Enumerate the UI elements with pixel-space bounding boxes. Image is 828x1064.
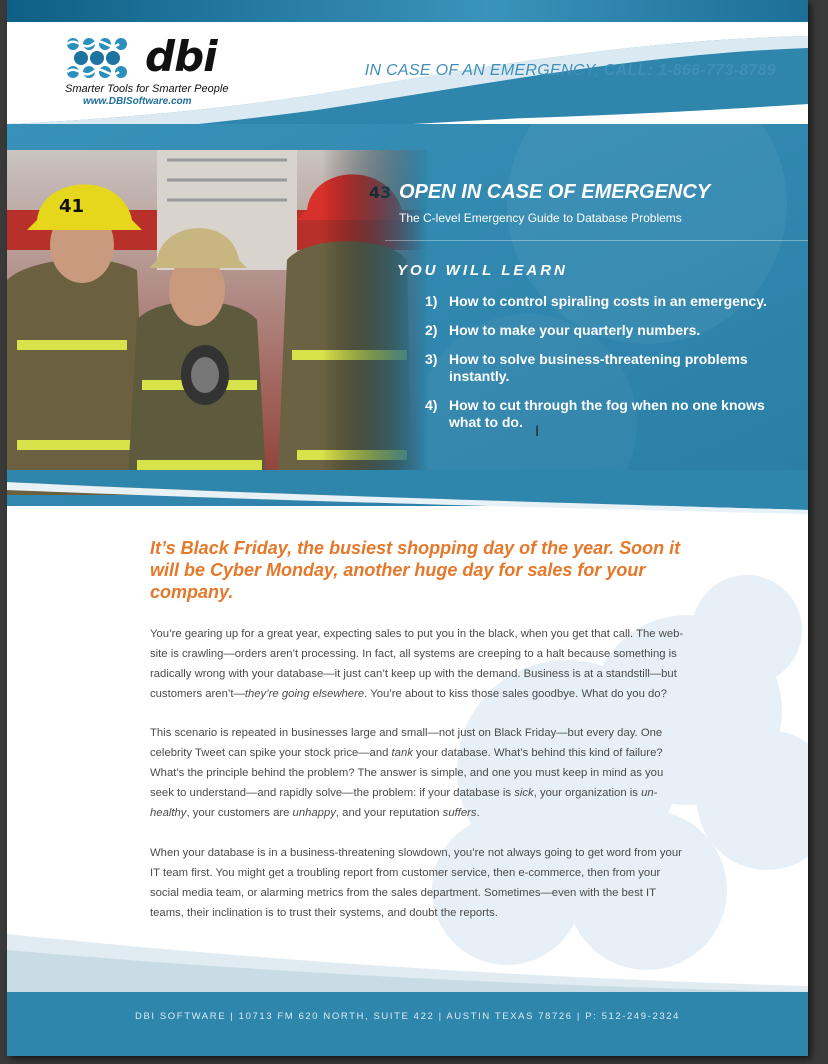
emergency-call-number[interactable]: CALL: 1-866-773-8789: [603, 62, 776, 79]
learn-item: [425, 351, 785, 385]
text-cursor-icon: I: [535, 424, 540, 440]
learn-item-text: How to control spiraling costs in an emergency.: [449, 293, 767, 309]
website-link[interactable]: www.DBISoftware.com: [83, 96, 192, 107]
footer-swoosh: [7, 920, 808, 1000]
para-emphasis: they’re going elsewhere: [244, 688, 365, 700]
learn-item-number: 1): [425, 293, 438, 309]
para-emphasis: tank: [391, 747, 413, 759]
learn-item-text: How to solve business-threatening problems instantly.: [449, 351, 748, 384]
learn-list: [425, 293, 785, 443]
emergency-prefix: IN CASE OF AN EMERGENCY,: [364, 62, 604, 79]
logo-dots-icon: [63, 36, 143, 82]
body-paragraph-2: [150, 723, 690, 823]
para-text: This scenario is repeated in businesses large and small—not just on Black Friday—but every day. One celebrity Tweet can spike your stock price—and: [150, 727, 663, 759]
emergency-phone-line: [365, 62, 776, 80]
para-text: . You’re about to kiss those sales goodbye. What do you do?: [364, 688, 667, 700]
para-emphasis: unhappy: [292, 807, 336, 819]
learn-item-number: 3): [425, 351, 438, 367]
learn-item-text: How to make your quarterly numbers.: [449, 322, 701, 338]
learn-heading: YOU WILL LEARN: [397, 262, 568, 279]
learn-item: [425, 397, 785, 431]
para-emphasis: suffers: [442, 807, 477, 819]
para-emphasis: un-healthy: [150, 787, 658, 819]
para-text: .: [476, 807, 480, 819]
para-text: , your customers are: [186, 807, 293, 819]
document-page: [7, 0, 808, 1056]
firefighters-photo: [7, 150, 427, 495]
footer-bar: [7, 992, 808, 1056]
hero-subtitle: The C-level Emergency Guide to Database Problems: [399, 211, 682, 225]
learn-item: [425, 322, 785, 339]
para-text: , your organization is: [533, 787, 642, 799]
para-text: your database. What’s behind this kind of failure? What’s the principle behind the problem? The answer is simple, and one you must keep in mind as you seek to understand—and rapidly solve—the problem: if your database is: [150, 747, 664, 799]
footer-address: DBI SOFTWARE | 10713 FM 620 NORTH, SUITE 422 | AUSTIN TEXAS 78726 | P: 512-249-2324: [134, 1011, 680, 1022]
logo-wordmark: dbi: [145, 32, 217, 81]
body-paragraph-1: [150, 624, 690, 704]
lead-headline: It’s Black Friday, the busiest shopping day of the year. Soon it will be Cyber Monday, another huge day for sales for your company.: [150, 538, 681, 602]
learn-item-text: How to cut through the fog when no one knows what to do.: [449, 397, 765, 430]
logo-tagline: Smarter Tools for Smarter People: [65, 83, 229, 95]
hero-divider: [385, 240, 808, 241]
para-text: , and your reputation: [335, 807, 443, 819]
learn-item: [425, 293, 785, 310]
para-emphasis: sick: [514, 787, 534, 799]
learn-item-number: 4): [425, 397, 438, 413]
para-text: You’re gearing up for a great year, expecting sales to put you in the black, when you get that call. The web-site is crawling—orders aren’t processing. In fact, all systems are creeping to a halt because something is radically wrong with your database—it just can’t keep up with the demand. Business is at a standstill—but customers aren’t—: [150, 628, 684, 700]
dbi-logo[interactable]: [63, 32, 229, 107]
hero-title: OPEN IN CASE OF EMERGENCY: [399, 181, 711, 203]
body-paragraph-3: When your database is in a business-threatening slowdown, you’re not always going to get word from your IT team first. You might get a troubling report from customer service, then e-commerce, then from your social media team, or alarming metrics from the sales department. Sometimes—even with the best IT teams, their inclination is to trust their systems, and doubt the reports.: [150, 847, 682, 919]
learn-item-number: 2): [425, 322, 438, 338]
